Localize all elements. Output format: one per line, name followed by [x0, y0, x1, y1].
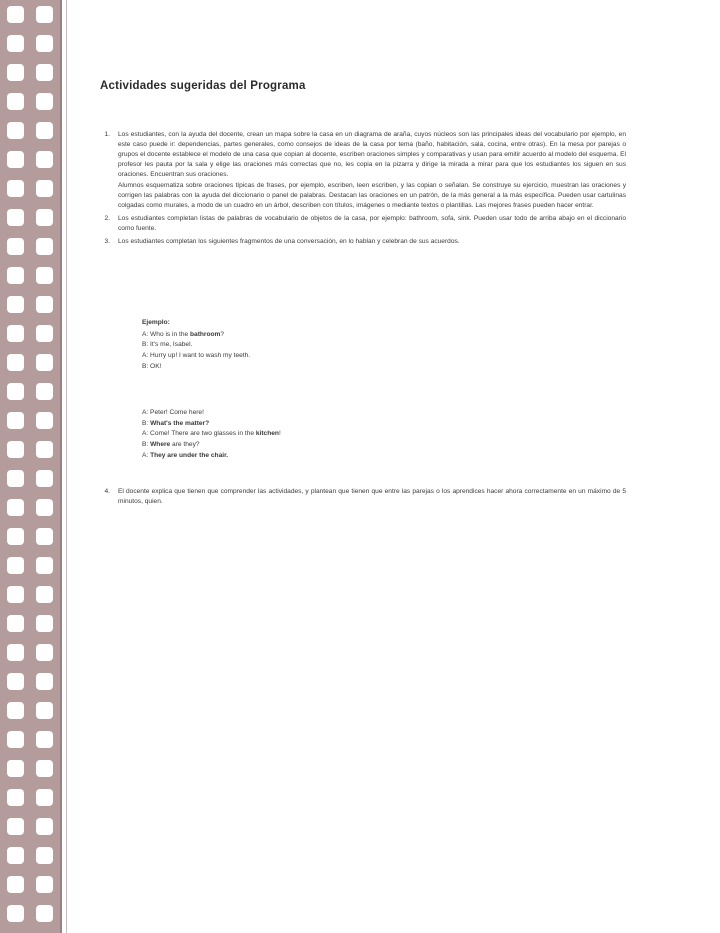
margin-hole [7, 412, 24, 429]
margin-hole [7, 789, 24, 806]
margin-hole [36, 644, 53, 661]
margin-hole [7, 731, 24, 748]
margin-edge-line [60, 0, 62, 933]
dialogue-line: A: Hurry up! I want to wash my teeth. [142, 352, 251, 360]
margin-hole [7, 702, 24, 719]
margin-hole [7, 6, 24, 23]
margin-hole [7, 238, 24, 255]
margin-vertical-rule [66, 0, 67, 933]
activities-list-final [96, 487, 626, 510]
margin-hole [36, 847, 53, 864]
margin-hole [7, 296, 24, 313]
margin-hole [36, 151, 53, 168]
margin-hole [36, 789, 53, 806]
activities-list [96, 130, 626, 250]
paragraph: Alumnos esquematiza sobre oraciones típicas de frases, por ejemplo, escriben, leen escriben, y las copian o señalan. Se construye su ejercicio, muestran las oraciones y corrigen las palabras con la ayuda del diccionario o panel de palabras. Destacan las oraciones en un patrón, de la más general a la más específica. Pueden usar cartulinas colgadas como murales, a modo de un cuadro en un árbol, describen con títulos, imágenes o mediante textos o plantillas. Las mejores frases pueden hacer entrar. [118, 182, 626, 210]
margin-hole [7, 499, 24, 516]
dialogue-line: B: Where are they? [142, 441, 200, 449]
dialogue-line: A: Come! There are two glasses in the kitchen! [142, 430, 281, 438]
list-item [96, 130, 626, 211]
margin-hole [36, 64, 53, 81]
document-page [96, 0, 656, 933]
dialogue-example-2 [142, 408, 562, 461]
dialogue-line: B: OK! [142, 362, 162, 370]
paragraph: Los estudiantes completan los siguientes fragmentos de una conversación, en lo hablan y celebran de sus acuerdos. [118, 238, 460, 246]
dialogue-line: B: What's the matter? [142, 419, 210, 427]
margin-hole [7, 876, 24, 893]
margin-hole [7, 557, 24, 574]
margin-hole [7, 180, 24, 197]
margin-hole [36, 238, 53, 255]
margin-hole [7, 383, 24, 400]
dialogue-example-1 [142, 318, 562, 372]
paragraph: Los estudiantes completan listas de palabras de vocabulario de objetos de la casa, por ejemplo: bathroom, sofa, sink. Pueden usar todo de arriba abajo en el diccionario como fuente. [118, 215, 626, 233]
margin-hole [7, 818, 24, 835]
margin-hole [36, 6, 53, 23]
margin-hole [36, 557, 53, 574]
margin-hole [36, 470, 53, 487]
margin-hole [36, 383, 53, 400]
list-item-number: 1. [104, 131, 110, 138]
list-item [96, 237, 626, 247]
margin-hole [7, 905, 24, 922]
margin-hole [36, 180, 53, 197]
margin-hole [7, 122, 24, 139]
margin-hole [36, 702, 53, 719]
margin-hole [7, 354, 24, 371]
margin-hole [7, 35, 24, 52]
margin-hole [36, 615, 53, 632]
dialogue-heading: Ejemplo: [142, 319, 170, 326]
hole-column-right [31, 0, 57, 933]
page-title: Actividades sugeridas del Programa [100, 80, 306, 92]
margin-hole [7, 151, 24, 168]
margin-hole [36, 412, 53, 429]
margin-hole [36, 586, 53, 603]
margin-hole [36, 35, 53, 52]
margin-hole [36, 760, 53, 777]
list-item-body [118, 487, 626, 507]
margin-hole [36, 122, 53, 139]
margin-hole [7, 209, 24, 226]
margin-hole [36, 325, 53, 342]
list-item [96, 487, 626, 507]
margin-hole [36, 209, 53, 226]
list-item-body [118, 130, 626, 211]
margin-hole [7, 644, 24, 661]
paragraph: El docente explica que tienen que comprender las actividades, y plantean que tienen que entre las parejas o los aprendices hacer ahora correctamente en un máximo de 5 minutos, quien. [118, 488, 626, 506]
margin-hole [7, 760, 24, 777]
dialogue-line: A: Who is in the bathroom? [142, 330, 225, 338]
margin-hole [36, 673, 53, 690]
margin-hole [7, 673, 24, 690]
decorative-left-margin [0, 0, 62, 933]
margin-hole [36, 905, 53, 922]
margin-hole [7, 528, 24, 545]
margin-hole [36, 267, 53, 284]
margin-hole [7, 586, 24, 603]
hole-column-left [2, 0, 28, 933]
margin-hole [7, 615, 24, 632]
margin-hole [7, 64, 24, 81]
list-item-body [118, 214, 626, 234]
margin-hole [7, 325, 24, 342]
paragraph: Los estudiantes, con la ayuda del docente, crean un mapa sobre la casa en un diagrama de araña, cuyos núcleos son las principales ideas del vocabulario por ejemplo, en este caso puede ir: dependencias, partes generales, como consejos de ideas de la casa por tema (baño, habitación, sala, cocina, entre otras). En la mesa por parejas o grupos el docente establece el modelo de una casa que copian al docente, escriben oraciones simples y comparativas y usan para emitir acuerdo al modelo del esquema. El profesor les pauta por la sala y elige las oraciones más correctas que no, les copia en la pizarra y dirige la mirada a mirar para que los estudiantes los siguen en sus oraciones. Encuentran sus oraciones. [118, 131, 626, 179]
margin-hole [36, 296, 53, 313]
margin-hole [36, 499, 53, 516]
margin-hole [7, 93, 24, 110]
margin-hole [36, 876, 53, 893]
list-item [96, 214, 626, 234]
dialogue-line: A: Peter! Come here! [142, 409, 204, 416]
list-item-number: 3. [104, 238, 110, 246]
margin-hole [36, 354, 53, 371]
margin-hole [7, 267, 24, 284]
margin-hole [36, 93, 53, 110]
margin-hole [7, 470, 24, 487]
margin-hole [36, 528, 53, 545]
margin-hole [7, 847, 24, 864]
list-item-number: 2. [104, 215, 110, 223]
margin-hole [36, 818, 53, 835]
margin-hole [36, 441, 53, 458]
dialogue-line: B: It's me, Isabel. [142, 341, 193, 349]
list-item-number: 4. [104, 488, 110, 495]
dialogue-line: A: They are under the chair. [142, 451, 229, 459]
margin-hole [36, 731, 53, 748]
margin-hole [7, 441, 24, 458]
list-item-body [118, 237, 626, 247]
